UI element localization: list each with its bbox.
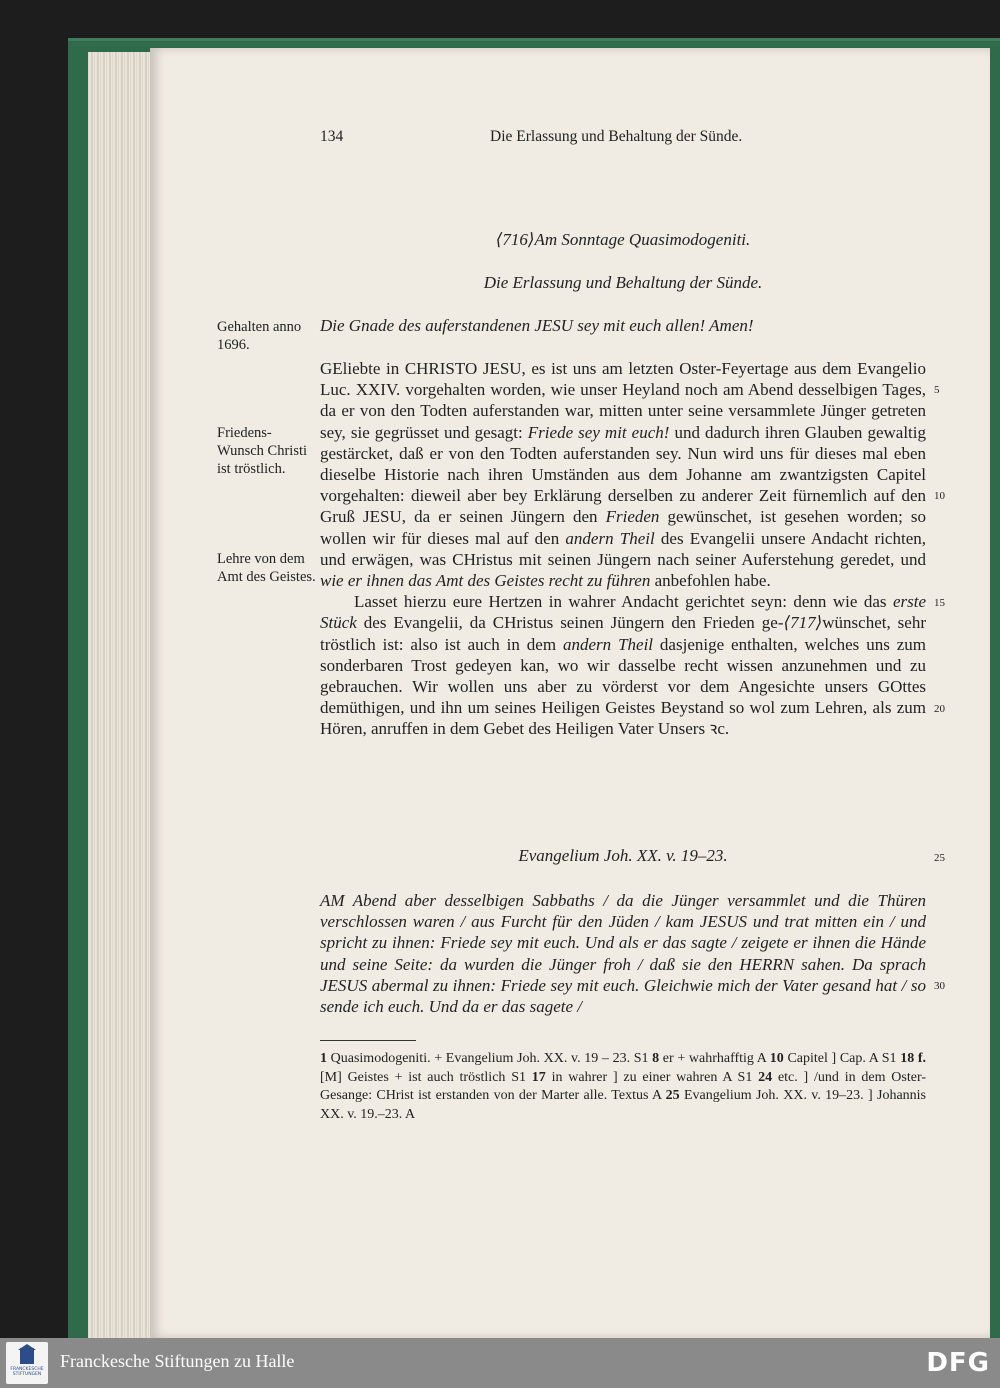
line-number: 20 — [934, 703, 945, 715]
sermon-body — [320, 358, 926, 740]
viewer-footer — [0, 1338, 1000, 1388]
margin-note: Friedens-Wunsch Christi ist tröstlich. — [217, 425, 308, 477]
gospel-text: AM Abend aber desselbigen Sabbaths / da die Jünger versammlet und die Thüren verschlossen waren / aus Furcht für den Jüden / kam JESUS und trat mitten ein / und spricht zu ihnen: Friede sey mit euch. Und als er das sagte / zeigete er ihnen die Hände und seine Seite: da wurden die Jünger froh / daß sie den HERRN sahen. Da sprach JESUS abermal zu ihnen: Friede sey mit euch. Gleichwie mich der Vater gesand hat / so sende ich euch. Und da er das sagete / — [320, 891, 926, 1017]
paragraph: Lasset hierzu eure Hertzen in wahrer Andacht gerichtet seyn: denn wie das erste Stück des Evangelii, da CHristus seinen Jüngern den Frieden ge-⟨717⟩wünschet, sehr tröstlich ist: also ist auch in dem andern Theil dasjenige enthalten, welches uns zum sonderbaren Trost gedeyen kan, wo wir dasselbe recht wissen anzunehmen und zu gebrauchen. Wir wollen uns aber zu vörderst vor dem Angesichte unsers GOttes demüthigen, und ihn um seines Heiligen Geistes Beystand so wol zum Lehren, als zum Hören, anruffen in dem Gebet des Heiligen Vater Unsers ꝛc. — [320, 592, 927, 739]
paragraph: GEliebte in CHRISTO JESU, es ist uns am letzten Oster-Feyertage aus dem Evangelio Luc. XXIV. vorgehalten worden, wie unser Heyland noch am Abend desselbigen Tages, da er von den Todten auferstanden war, mitten unter seine versammlete Jünger getreten sey, sie gegrüsset und gesagt: Friede sey mit euch! und dadurch ihren Glauben gewaltig gestärcket, daß er von den Todten auferstanden sey. Nun wird uns für dieses mal eben dieselbe Historie nach ihren Umständen aus dem Johanne am zwantzigsten Capitel vorgehalten: dieweil aber bey Erklärung derselben zu anderer Zeit fürnemlich auf den Gruß JESU, da er seinen Jüngern den Frieden gewünschet, ist gesehen worden; so wollen wir für dieses mal auf den andern Theil des Evangelii unsere Andacht richten, und erwägen, was CHristus mit seinen Jüngern nach seiner Auferstehung geredet, und wie er ihnen das Amt des Geistes recht zu führen anbefohlen habe. — [320, 359, 927, 591]
line-number: 25 — [934, 852, 945, 864]
footnote-rule — [320, 1040, 416, 1041]
institution-name[interactable]: Franckesche Stiftungen zu Halle — [60, 1351, 295, 1371]
franckesche-logo-icon[interactable]: FRANCKESCHE STIFTUNGEN — [6, 1342, 48, 1384]
margin-note: Lehre von dem Amt des Geistes. — [217, 551, 316, 585]
page-number: 134 — [320, 128, 344, 145]
running-title: Die Erlassung und Behaltung der Sünde. — [490, 128, 743, 145]
line-number: 15 — [934, 597, 945, 609]
dfg-logo[interactable]: DFG — [926, 1348, 990, 1378]
line-number: 5 — [934, 384, 940, 396]
line-number: 10 — [934, 490, 945, 502]
gospel-heading: Evangelium Joh. XX. v. 19–23. — [518, 846, 728, 865]
line-number: 30 — [934, 980, 945, 992]
footnotes: 1 Quasimodogeniti. + Evangelium Joh. XX. v. 19 – 23. S1 8 er + wahrhafftig A 10 Capitel ] Cap. A S1 18 f. [M] Geistes + ist auch tröstlich S1 17 in wahrer ] zu einer wahren A S1 24 etc. ] /und in dem Oster-Gesange: CHrist ist erstanden von der Marter alle. Textus A 25 Evangelium Joh. XX. v. 19–23. ] Johannis XX. v. 19.–23. A — [320, 1051, 926, 1122]
sermon-title: Die Erlassung und Behaltung der Sünde. — [483, 273, 763, 292]
margin-note: Gehalten anno 1696. — [217, 319, 302, 353]
sermon-greeting: Die Gnade des auferstandenen JESU sey mit euch allen! Amen! — [320, 316, 754, 335]
sermon-heading: ⟨716⟩Am Sonntage Quasimodogeniti. — [495, 230, 751, 249]
